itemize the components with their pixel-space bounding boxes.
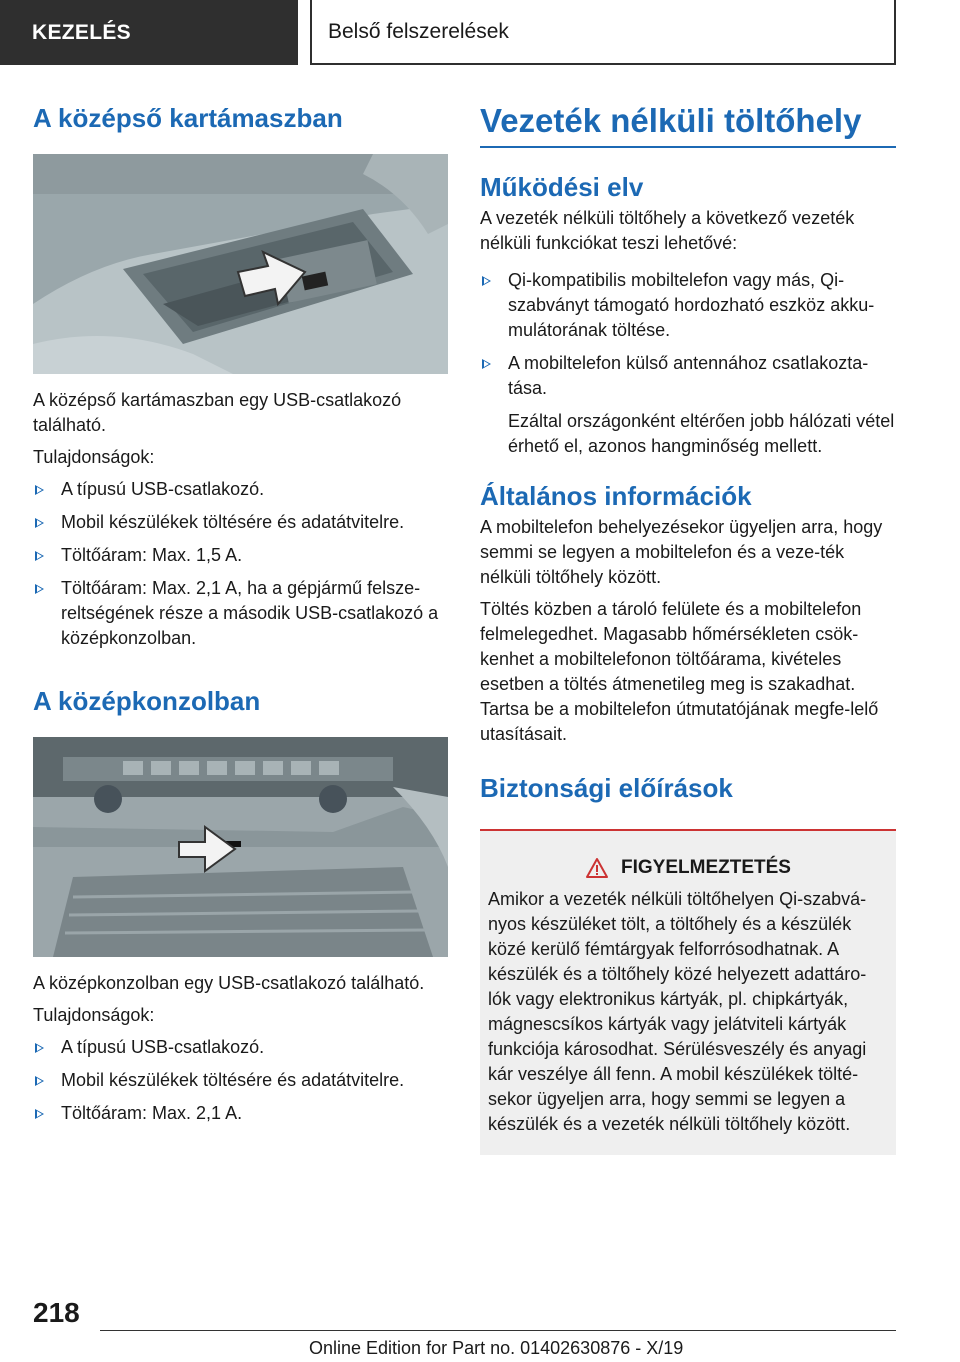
armrest-props-label: Tulajdonságok: (33, 447, 155, 467)
principle-heading: Működési elv (480, 172, 644, 202)
wireless-charging-title: Vezeték nélküli töltőhely (480, 98, 896, 148)
safety-heading: Biztonsági előírások (480, 773, 733, 803)
general-paragraph-2: Töltés közben a tároló felülete és a mobiltelefon felmelegedhet. Magasabb hőmérsékleten csök-kenhet a mobiltelefonon töltőárama, kivételes esetben a töltés átmenetileg meg is szakadhat. Tartsa be a mobiltelefon útmutatójának megfe-lelő utasításait. (480, 599, 879, 744)
general-paragraph-1: A mobiltelefon behelyezésekor ügyeljen arra, hogy semmi se legyen a mobiltelefon és a veze-ték nélküli töltőhely között. (480, 517, 883, 587)
armrest-heading: A középső kartámaszban (33, 103, 343, 133)
footer-divider (100, 1330, 896, 1331)
triangle-bullet-icon (482, 359, 491, 369)
triangle-bullet-icon (35, 1043, 44, 1053)
list-item: Töltőáram: Max. 2,1 A. (33, 1101, 448, 1126)
armrest-property-list (33, 477, 448, 651)
warning-triangle-icon (585, 857, 609, 879)
list-item: A típusú USB-csatlakozó. (33, 477, 448, 502)
console-props-label: Tulajdonságok: (33, 1005, 155, 1025)
list-item: Mobil készülékek töltésére és adatátvitelre. (33, 510, 448, 535)
list-item: Töltőáram: Max. 1,5 A. (33, 543, 448, 568)
warning-text: Amikor a vezeték nélküli töltőhelyen Qi-szabvá-nyos készüléket tölt, a töltőhely és a készülék közé kerülő fémtárgyak felforrósodhatnak. A készülék és a töltőhely közé helyezett adattáro-lók vagy elektronikus kártyák, pl. chipkártyák, mágnescsíkos kártyák vagy jelátviteli kártyák funkciója károsodhat. Sérülésveszély és anyagi kár veszélye áll fenn. A mobil készülékek tölté-sekor ügyeljen arra, hogy semmi se legyen a készülék és a vezeték nélküli töltőhely között. (488, 889, 867, 1134)
triangle-bullet-icon (482, 276, 491, 286)
triangle-bullet-icon (35, 485, 44, 495)
console-description: A középkonzolban egy USB-csatlakozó található. (33, 973, 425, 993)
principle-text: A vezeték nélküli töltőhely a következő vezeték nélküli funkciókat teszi lehetővé: (480, 208, 855, 253)
triangle-bullet-icon (35, 1109, 44, 1119)
list-item: A mobiltelefon külső antennához csatlakozta-tása. (480, 351, 896, 401)
armrest-description: A középső kartámaszban egy USB-csatlakozó található. (33, 390, 402, 435)
section-title: Belső felszerelések (310, 0, 896, 65)
triangle-bullet-icon (35, 518, 44, 528)
footer-edition: Online Edition for Part no. 01402630876 - X/19 (309, 1338, 684, 1358)
general-heading: Általános információk (480, 481, 752, 511)
left-column (33, 100, 448, 1134)
principle-list (480, 268, 896, 401)
triangle-bullet-icon (35, 1076, 44, 1086)
triangle-bullet-icon (35, 551, 44, 561)
warning-header (488, 855, 888, 881)
armrest-usb-photo (33, 154, 448, 374)
list-item: Qi-kompatibilis mobiltelefon vagy más, Qi-szabványt támogató hordozható eszköz akku-mulátorának töltése. (480, 268, 896, 343)
triangle-bullet-icon (35, 584, 44, 594)
right-column (480, 98, 896, 1155)
list-item: Mobil készülékek töltésére és adatátvitelre. (33, 1068, 448, 1093)
principle-sub-note: Ezáltal országonként eltérően jobb hálózati vétel érhető el, azonos hangminőség mellett. (508, 411, 895, 456)
console-heading: A középkonzolban (33, 686, 261, 716)
warning-box (480, 831, 896, 1155)
page-number: 218 (33, 1297, 80, 1328)
console-usb-photo (33, 737, 448, 957)
chapter-tab: KEZELÉS (0, 0, 298, 65)
console-property-list (33, 1035, 448, 1126)
list-item: Töltőáram: Max. 2,1 A, ha a gépjármű felsze-reltségének része a második USB-csatlakozó a középkonzolban. (33, 576, 448, 651)
list-item: A típusú USB-csatlakozó. (33, 1035, 448, 1060)
warning-title: FIGYELMEZTETÉS (621, 857, 791, 878)
